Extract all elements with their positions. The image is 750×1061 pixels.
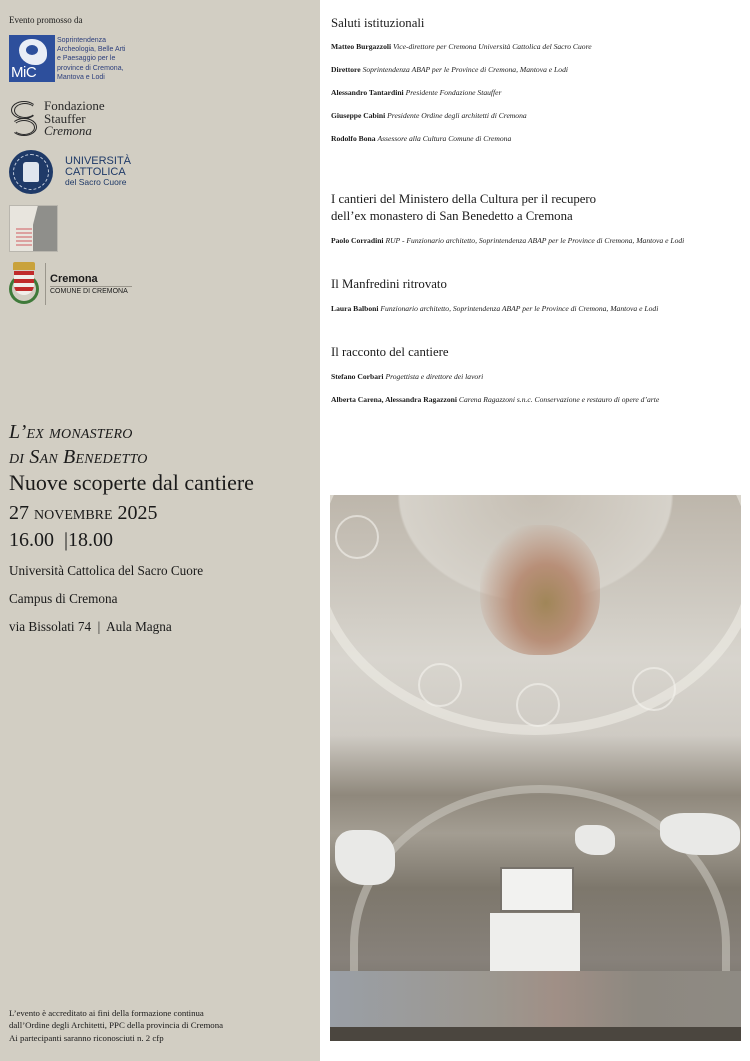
event-title-block (9, 420, 254, 634)
speaker-entry: Giuseppe Cabini Presidente Ordine degli architetti di Cremona (331, 111, 527, 120)
stauffer-s-icon (9, 100, 39, 138)
section-heading: I cantieri del Ministero della Cultura per il recupero (331, 192, 597, 206)
program-section-site-story (331, 344, 449, 361)
mic-logo (9, 35, 139, 85)
speaker-entry: Alessandro Tantardini Presidente Fondazione Stauffer (331, 88, 502, 97)
universita-cattolica-logo: UNIVERSITÀ CATTOLICA del Sacro Cuore (9, 150, 131, 194)
program-section-greetings (331, 15, 424, 32)
venue-university: Università Cattolica del Sacro Cuore (9, 563, 204, 578)
walled-window-upper (500, 867, 574, 912)
event-subtitle: Nuove scoperte dal cantiere (9, 470, 254, 495)
frescoed-vault-photo (330, 495, 741, 1041)
speaker-entry: Laura Balboni Funzionario architetto, Soprintendenza ABAP per le Province di Cremona, Mantova e Lodi (331, 304, 659, 313)
left-panel (0, 0, 320, 1061)
promoted-by-label: Evento promosso da (9, 15, 83, 25)
speaker-entry: Matteo Burgazzoli Vice-direttore per Cremona Università Cattolica del Sacro Cuore (331, 42, 592, 51)
event-time: 16.00 |18.00 (9, 529, 114, 551)
program-section-ministry-works (331, 191, 596, 225)
divider (45, 263, 46, 305)
section-heading: dell’ex monastero di San Benedetto a Cremona (331, 209, 573, 223)
venue-campus: Campus di Cremona (9, 591, 118, 606)
event-title-line1: L’ex monastero (9, 421, 133, 443)
speaker-entry: Paolo Corradini RUP - Funzionario architetto, Soprintendenza ABAP per le Province di Cremona, Mantova e Lodi (331, 236, 685, 245)
walled-window-lower (490, 913, 580, 976)
speaker-entry: Alberta Carena, Alessandra Ragazzoni Carena Ragazzoni s.n.c. Conservazione e restauro di opere d’arte (331, 395, 660, 404)
speaker-entry: Stefano Corbari Progettista e direttore dei lavori (331, 372, 484, 381)
fondazione-stauffer-logo: Fondazione Stauffer Cremona (9, 100, 105, 138)
speaker-entry: Direttore Soprintendenza ABAP per le Province di Cremona, Mantova e Lodi (331, 65, 568, 74)
order-architects-logo-icon (9, 205, 58, 252)
venue-address: via Bissolati 74 | Aula Magna (9, 619, 172, 634)
event-title-line2: di San Benedetto (9, 446, 148, 468)
mic-logo-text: Soprintendenza Archeologia, Belle Arti e Paesaggio per le province di Cremona, Mantova e Lodi (57, 37, 126, 81)
mic-mark-icon: MiC (9, 35, 55, 82)
event-date: 27 novembre 2025 (9, 502, 158, 524)
fresco-figure (480, 525, 600, 655)
speaker-entry: Rodolfo Bona Assessore alla Cultura Comune di Cremona (331, 134, 512, 143)
cremona-crest-icon (9, 262, 39, 306)
section-heading: Saluti istituzionali (331, 16, 425, 30)
comune-di-cremona-logo: Cremona COMUNE DI CREMONA (9, 262, 132, 306)
section-heading: Il racconto del cantiere (331, 345, 449, 359)
program-section-manfredini (331, 276, 447, 293)
accreditation-note: L’evento è accreditato ai fini della formazione continua dall’Ordine degli Architetti, PPC della provincia di Cremona Ai partecipanti saranno riconosciuti n. 2 cfp (9, 1008, 224, 1043)
section-heading: Il Manfredini ritrovato (331, 277, 447, 291)
ucsc-seal-icon (9, 150, 53, 194)
